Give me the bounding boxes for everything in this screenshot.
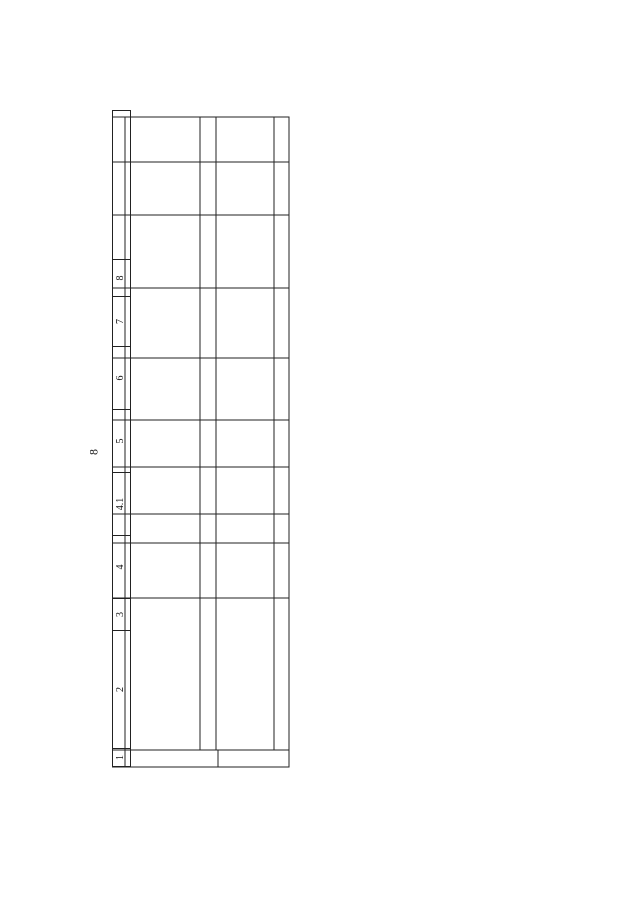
header-cell: 3 <box>113 599 131 631</box>
page-number: 8 <box>86 449 101 455</box>
rotated-landscape-page <box>112 115 622 905</box>
header-cell: 2 <box>113 631 131 749</box>
header-cell: 8 <box>113 260 131 297</box>
header-cell: 7 <box>113 297 131 347</box>
header-cell: 4.1 <box>113 473 131 536</box>
header-cell: 1 <box>113 749 131 767</box>
header-cell: 4 <box>113 536 131 599</box>
header-cell: 5 <box>113 410 131 473</box>
table-body <box>112 111 622 767</box>
header-cell: 6 <box>113 347 131 410</box>
